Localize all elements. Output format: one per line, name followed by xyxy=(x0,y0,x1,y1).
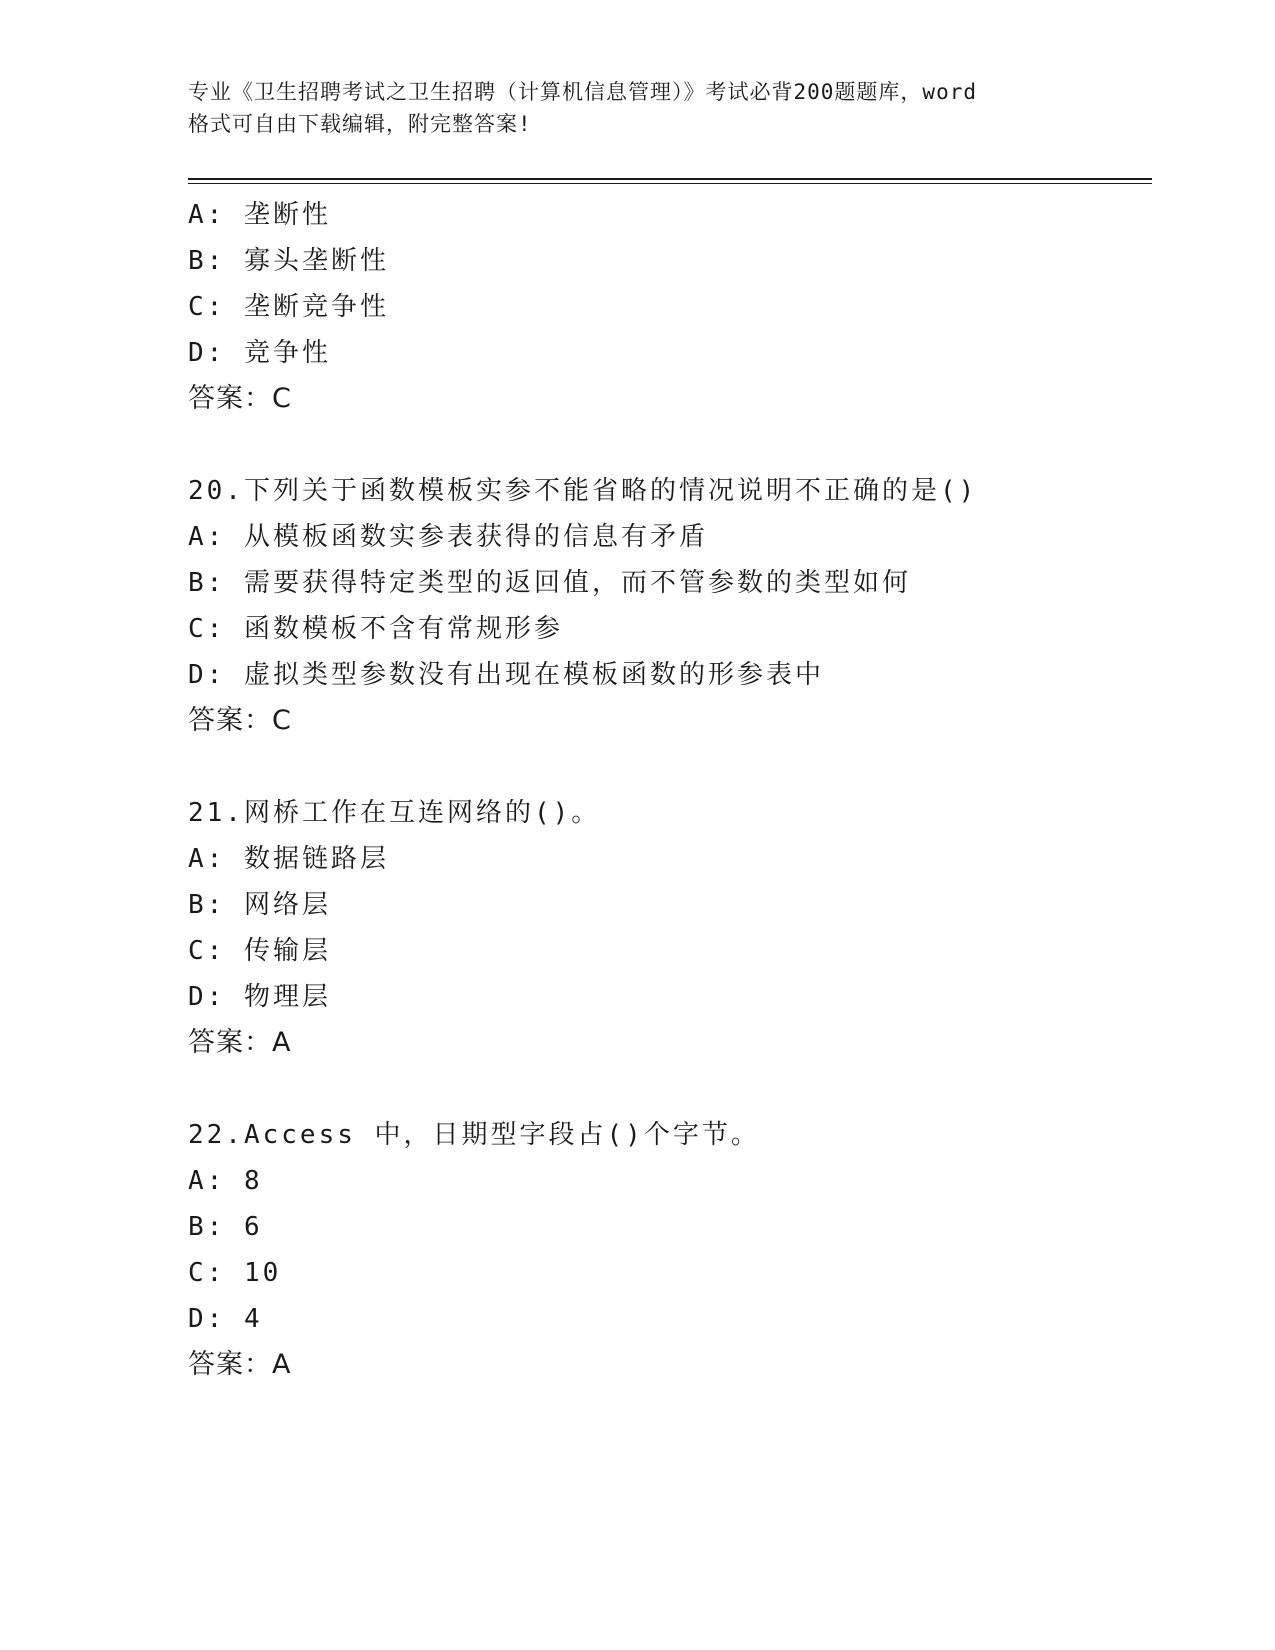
option-a: A: 8 xyxy=(188,1166,263,1196)
answer-line: 答案：A xyxy=(188,1027,292,1058)
option-d: D: 虚拟类型参数没有出现在模板函数的形参表中 xyxy=(188,660,824,690)
option-c: C: 函数模板不含有常规形参 xyxy=(188,614,563,644)
option-b: B: 需要获得特定类型的返回值，而不管参数的类型如何 xyxy=(188,568,911,598)
question-block-21 xyxy=(188,790,1148,1066)
question-block-19 xyxy=(188,192,1148,422)
option-a: A: 垄断性 xyxy=(188,200,331,230)
question-text: 21.网桥工作在互连网络的()。 xyxy=(188,798,601,828)
question-block-20 xyxy=(188,468,1148,744)
answer-line: 答案：A xyxy=(188,1349,292,1380)
question-text: 20.下列关于函数模板实参不能省略的情况说明不正确的是() xyxy=(188,476,978,506)
answer-line: 答案：C xyxy=(188,705,292,736)
option-d: D: 物理层 xyxy=(188,982,331,1012)
option-a: A: 从模板函数实参表获得的信息有矛盾 xyxy=(188,522,708,552)
header-line-2: 格式可自由下载编辑，附完整答案! xyxy=(188,112,532,136)
option-c: C: 传输层 xyxy=(188,936,331,966)
answer-line: 答案：C xyxy=(188,383,292,414)
option-c: C: 垄断竞争性 xyxy=(188,292,389,322)
question-list xyxy=(188,192,1148,1388)
option-d: D: 4 xyxy=(188,1304,263,1334)
option-b: B: 6 xyxy=(188,1212,263,1242)
spacer xyxy=(188,1066,1148,1112)
option-b: B: 网络层 xyxy=(188,890,331,920)
question-text: 22.Access 中，日期型字段占()个字节。 xyxy=(188,1120,760,1150)
option-c: C: 10 xyxy=(188,1258,282,1288)
option-b: B: 寡头垄断性 xyxy=(188,246,389,276)
header-line-1: 专业《卫生招聘考试之卫生招聘（计算机信息管理）》考试必背200题题库，word xyxy=(188,80,977,104)
header-divider-thick xyxy=(188,178,1152,180)
option-d: D: 竞争性 xyxy=(188,338,331,368)
spacer xyxy=(188,422,1148,468)
document-header xyxy=(188,76,1088,140)
question-block-22 xyxy=(188,1112,1148,1388)
option-a: A: 数据链路层 xyxy=(188,844,389,874)
header-divider-thin xyxy=(188,183,1152,184)
spacer xyxy=(188,744,1148,790)
